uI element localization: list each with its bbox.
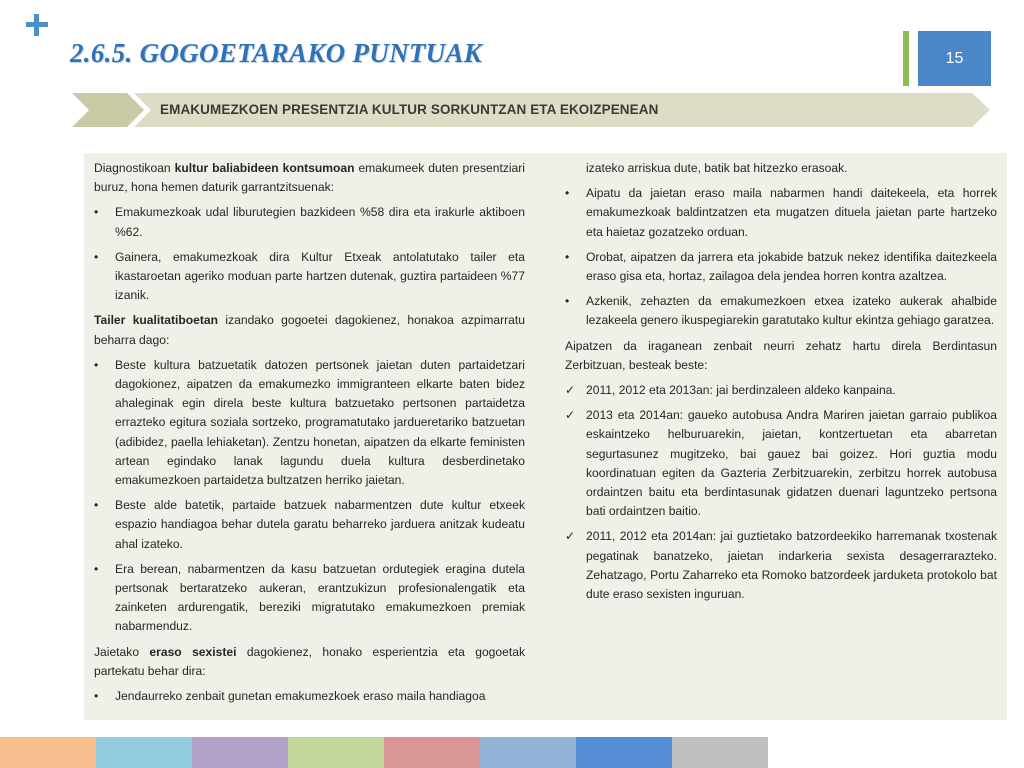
paragraph: Jaietako eraso sexistei dagokienez, honako esperientzia eta gogoetak partekatu behar dira: (94, 644, 525, 678)
paragraph: Aipatzen da iraganean zenbait neurri zehatz hartu direla Berdintasun Zerbitzuan, besteak beste: (565, 338, 997, 372)
list-item-continued: izateko arriskua dute, batik bat hitzezko erasoak. (586, 161, 848, 175)
bullet-icon: • (94, 249, 99, 264)
list-item: • Beste kultura batzuetatik datozen pertsonek jaietan duten partaidetzari dagokionez, aipatzen da emakumezko immigranteen elkarte baten bidez ahaleginak egin direla beste kultura batzuetako pertsonen partaidetza errazteko egitura soziala sortzeko, programatutako jardueretariko batzuetan (adibidez, paella lehiaketan). Zentzu honetan, aipatzen da elkarte feministen artean egindako lanak lagundu duela kultura desberdinetako emakumezkoen partaidetza bultzatzen herriko jaietan. (94, 357, 525, 488)
bullet-icon: • (565, 186, 570, 201)
accent-bar (903, 31, 909, 86)
check-item: ✓ 2011, 2012 eta 2013an: jai berdinzaleen aldeko kanpaina. (565, 381, 997, 400)
list-item: • Gainera, emakumezkoak dira Kultur Etxeak antolatutako tailer eta ikastaroetan ageriko moduan parte hartzen dutenak, guztira partaideen %77 izanik. (94, 249, 525, 303)
checkmark-icon: ✓ (565, 408, 576, 423)
plus-icon (26, 14, 48, 36)
check-item: ✓ 2011, 2012 eta 2014an: jai guztietako batzordeekiko harremanak txostenak pegatinak banatzeko, jaietan indarkeria sexista desagerrarazteko. Zehatzago, Portu Zaharreko eta Romoko batzordeek jarduketa protokolo bat dute eraso sexisten inguruan. (565, 529, 997, 602)
bullet-icon: • (94, 561, 99, 576)
footer-color-block (672, 737, 768, 768)
list-item: • Era berean, nabarmentzen da kasu batzuetan ordutegiek eragina dutela pertsonak bertaratzeko aukeran, erantzukizun profesionalengatik eta zainketen ardurengatik, bereziki migratutako emakumezkoen premiak nabarmenduz. (94, 561, 525, 634)
list-item: • Aipatu da jaietan eraso maila nabarmen handi daitekeela, eta horrek emakumezkoak baldintzatzen eta mugatzen dituela jaietan parte hartzeko eta haietaz gozatzeko orduan. (565, 186, 997, 239)
bullet-icon: • (94, 689, 99, 704)
banner-title: EMAKUMEZKOEN PRESENTZIA KULTUR SORKUNTZAN ETA EKOIZPENEAN (160, 102, 659, 117)
footer-color-block (480, 737, 576, 768)
paragraph: Diagnostikoan kultur baliabideen kontsumoan emakumeek duten presentziari buruz, hona hemen daturik garrantzitsuenak: (94, 161, 525, 195)
footer-color-block (384, 737, 480, 768)
left-column (94, 159, 525, 712)
list-item: • Emakumezkoak udal liburutegien bazkideen %58 dira eta irakurle aktiboen %62. (94, 205, 525, 239)
list-item: • Jendaurreko zenbait gunetan emakumezkoek eraso maila handiagoa (94, 687, 525, 706)
right-column (565, 159, 997, 610)
list-item: • Orobat, aipatzen da jarrera eta jokabide batzuk nekez identifika daitezkeela eraso gisa eta, hortaz, zailagoa dela jendea horren kontra azaltzea. (565, 249, 997, 284)
section-banner (72, 93, 990, 127)
footer-color-block (288, 737, 384, 768)
footer-color-block (192, 737, 288, 768)
bullet-icon: • (94, 205, 99, 220)
footer-color-block (0, 737, 96, 768)
footer-color-block (96, 737, 192, 768)
bullet-icon: • (94, 357, 99, 372)
paragraph: Tailer kualitatiboetan izandako gogoetei dagokienez, honakoa azpimarratu beharra dago: (94, 313, 525, 347)
content-panel (84, 153, 1007, 720)
list-item: • Beste alde batetik, partaide batzuek nabarmentzen dute kultur etxeek espazio handiagoa behar dutela garatu beharreko jarduera anitzak kudeatu ahal izateko. (94, 498, 525, 551)
bullet-icon: • (565, 249, 570, 264)
check-item: ✓ 2013 eta 2014an: gaueko autobusa Andra Mariren jaietan garraio publikoa eskaintzeko helburuarekin, jaietan, kontzertuetan eta abarretan segurtasunez mugitzeko, bai gauez bai goizez. Hori guztia modu koordinatuan egiten da Gazteria Zerbitzuarekin, zerbitzu horrek autobusa ordaintzen baitu eta berdintasunak gidatzen duenari laguntzeko pertsona bati ordaintzen baitio. (565, 408, 997, 519)
page-number: 15 (918, 31, 991, 86)
footer-color-block (576, 737, 672, 768)
bullet-icon: • (94, 498, 99, 513)
checkmark-icon: ✓ (565, 529, 576, 544)
slide-title: 2.6.5. GOGOETARAKO PUNTUAK (70, 38, 483, 68)
footer-color-strip (0, 737, 768, 768)
bullet-icon: • (565, 294, 570, 309)
list-item: • Azkenik, zehazten da emakumezkoen etxea izateko aukerak ahalbide lezakeela genero ikuspegiarekin garatutako kultur ekintza gehiago garatzea. (565, 294, 997, 328)
checkmark-icon: ✓ (565, 383, 576, 398)
